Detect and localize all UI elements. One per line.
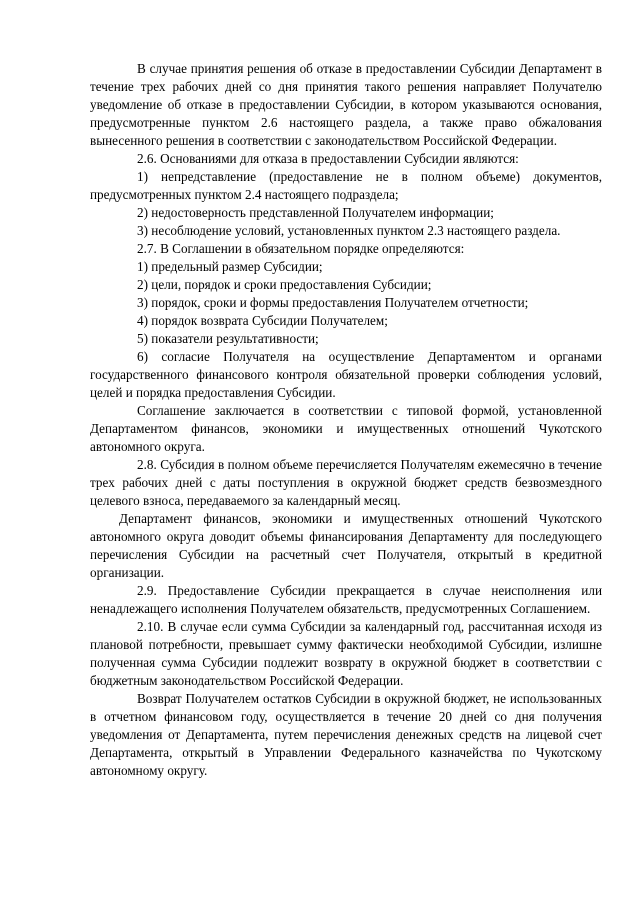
paragraph-refusal-notice: В случае принятия решения об отказе в предоставлении Субсидии Департамент в течение трех рабочих дней со дня принятия такого решения направляет Получателю уведомление об отказе в предоставлении Субсидии, в котором указываются основания, предусмотренные пунктом 2.6 настоящего раздела, а также право обжалования вынесенного решения в соответствии с законодательством Российской Федерации. — [90, 61, 602, 148]
paragraph-2-7-item-5: 5) показатели результативности; — [137, 331, 319, 346]
paragraph-agreement: Соглашение заключается в соответствии с типовой формой, установленной Департаментом финансов, экономики и имущественных отношений Чукотского автономного округа. — [90, 403, 602, 454]
paragraph-2-6-item-1: 1) непредставление (предоставление не в полном объеме) документов, предусмотренных пунктом 2.4 настоящего подраздела; — [90, 169, 602, 202]
paragraph-2-7-item-2: 2) цели, порядок и сроки предоставления Субсидии; — [137, 277, 432, 292]
paragraph-2-7-item-3: 3) порядок, сроки и формы предоставления Получателем отчетности; — [137, 295, 529, 310]
paragraph-2-7-item-1: 1) предельный размер Субсидии; — [137, 259, 323, 274]
paragraph-2-6-heading: 2.6. Основаниями для отказа в предоставлении Субсидии являются: — [137, 151, 519, 166]
paragraph-2-6-item-2: 2) недостоверность представленной Получателем информации; — [137, 205, 494, 220]
paragraph-2-10: 2.10. В случае если сумма Субсидии за календарный год, рассчитанная исходя из плановой потребности, превышает сумму фактически необходимой Субсидии, излишне полученная сумма Субсидии подлежит возврату в окружной бюджет в соответствии с бюджетным законодательством Российской Федерации. — [90, 619, 602, 688]
paragraph-department-financing: Департамент финансов, экономики и имущественных отношений Чукотского автономного округа доводит объемы финансирования Департаменту для последующего перечисления Субсидии на расчетный счет Получателя, открытый в кредитной организации. — [90, 511, 602, 580]
paragraph-2-7-item-4: 4) порядок возврата Субсидии Получателем; — [137, 313, 388, 328]
paragraph-2-7-item-6: 6) согласие Получателя на осуществление Департаментом и органами государственного финансового контроля обязательной проверки соблюдения условий, целей и порядка предоставления Субсидии. — [90, 349, 602, 400]
paragraph-2-6-item-3: 3) несоблюдение условий, установленных пунктом 2.3 настоящего раздела. — [137, 223, 561, 238]
document-page — [90, 60, 602, 780]
paragraph-2-8: 2.8. Субсидия в полном объеме перечисляется Получателям ежемесячно в течение трех рабочих дней с даты поступления в окружной бюджет средств безвозмездного целевого взноса, передаваемого за календарный месяц. — [90, 457, 602, 508]
paragraph-return-remainder: Возврат Получателем остатков Субсидии в окружной бюджет, не использованных в отчетном финансовом году, осуществляется в течение 20 дней со дня получения уведомления от Департамента, путем перечисления денежных средств на лицевой счет Департамента, открытый в Управлении Федерального казначейства по Чукотскому автономному округу. — [90, 691, 602, 778]
paragraph-2-9: 2.9. Предоставление Субсидии прекращается в случае неисполнения или ненадлежащего исполнения Получателем обязательств, предусмотренных Соглашением. — [90, 583, 602, 616]
paragraph-2-7-heading: 2.7. В Соглашении в обязательном порядке определяются: — [137, 241, 465, 256]
